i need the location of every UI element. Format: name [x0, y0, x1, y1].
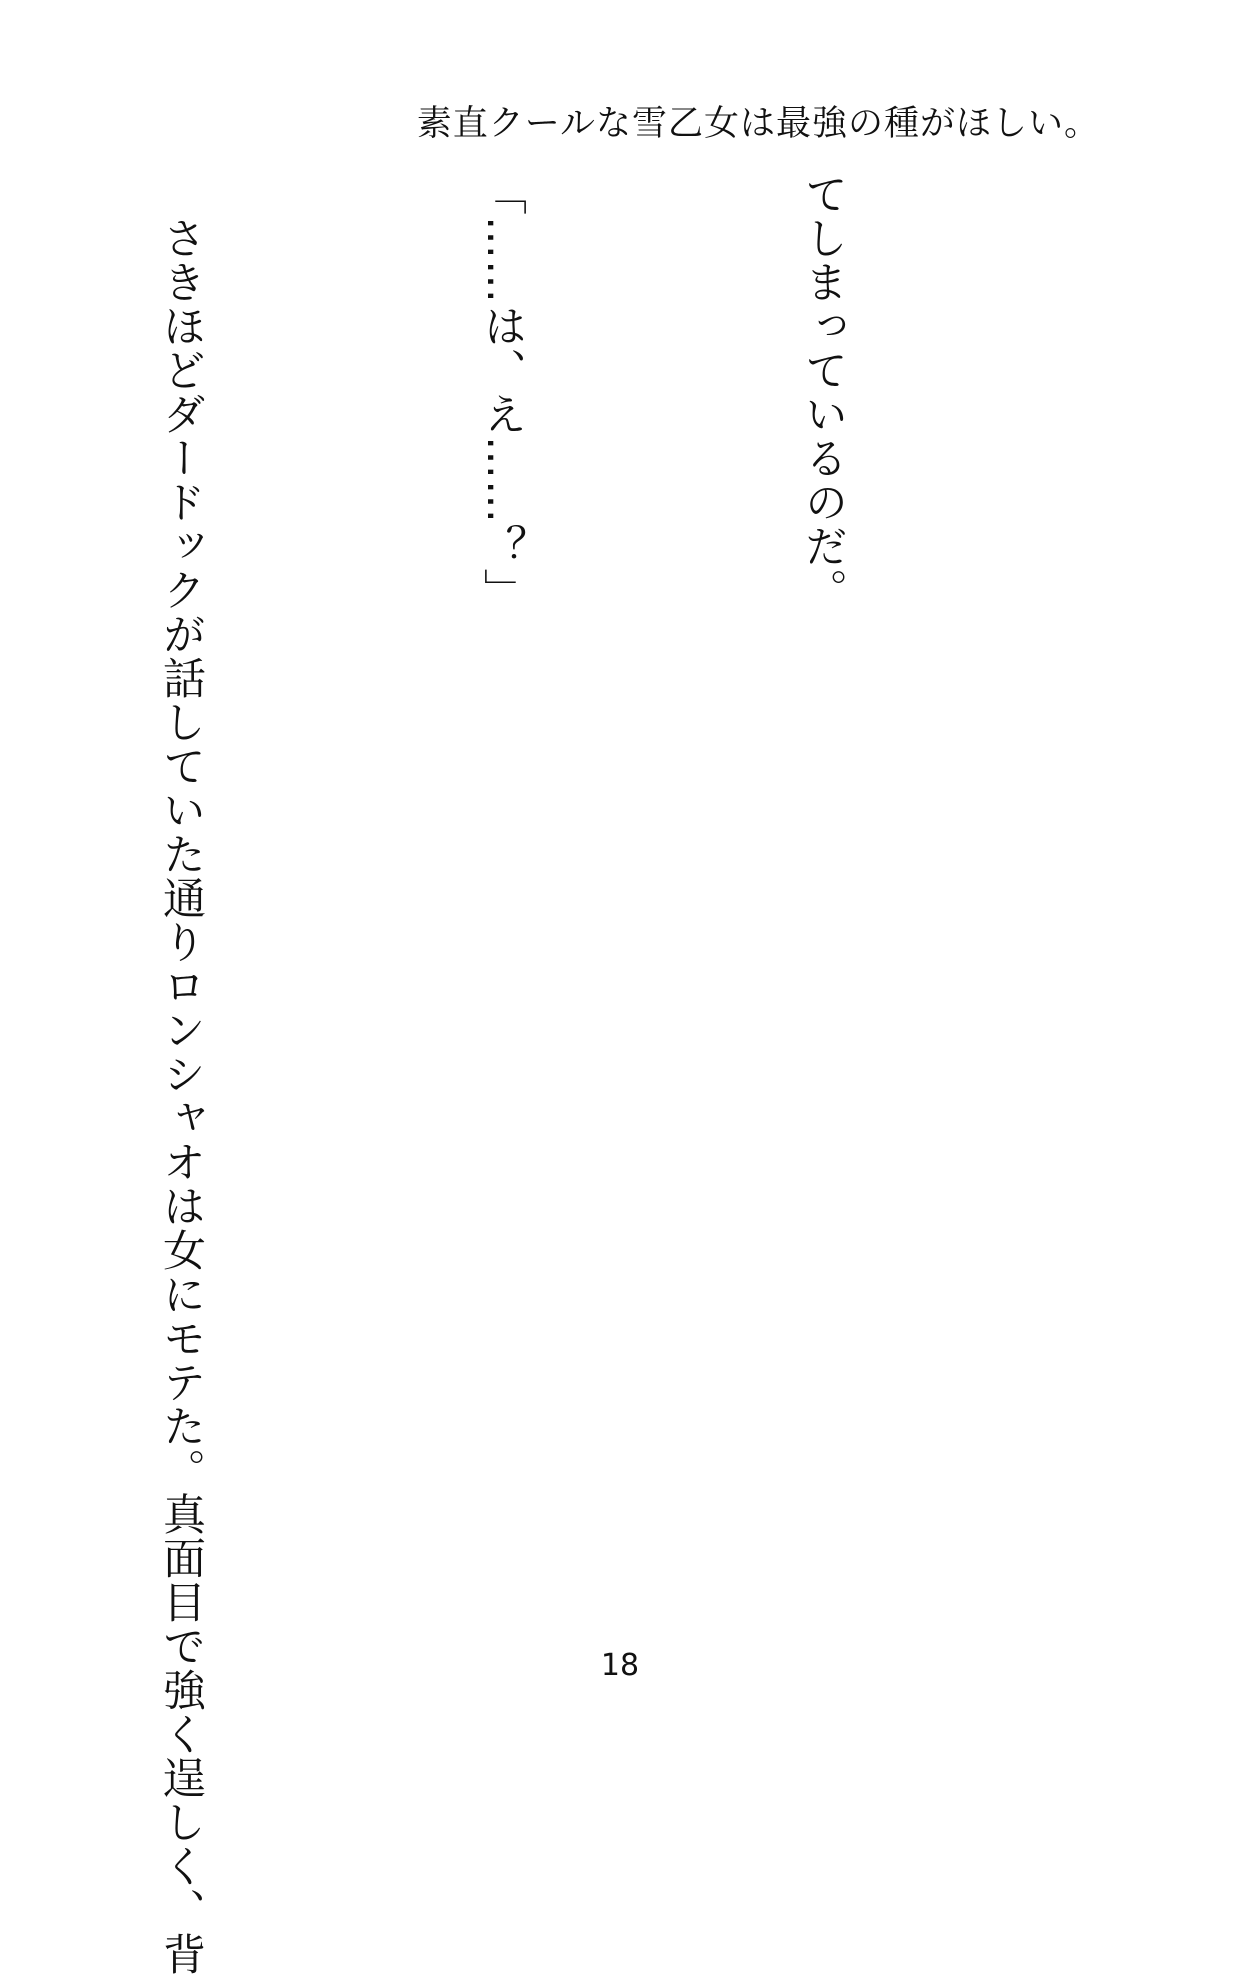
text-line: てしまっているのだ。 [798, 172, 848, 612]
page-number: 18 [600, 1648, 640, 1683]
text-line: 「……は、え……？」 [477, 172, 527, 612]
running-header-title: 素直クールな雪乙女は最強の種がほしい。 [416, 104, 1100, 144]
text-line: さきほどダードックが話していた通りロンシャオは女にモテた。真面目で強く逞しく、背 [156, 172, 206, 1976]
